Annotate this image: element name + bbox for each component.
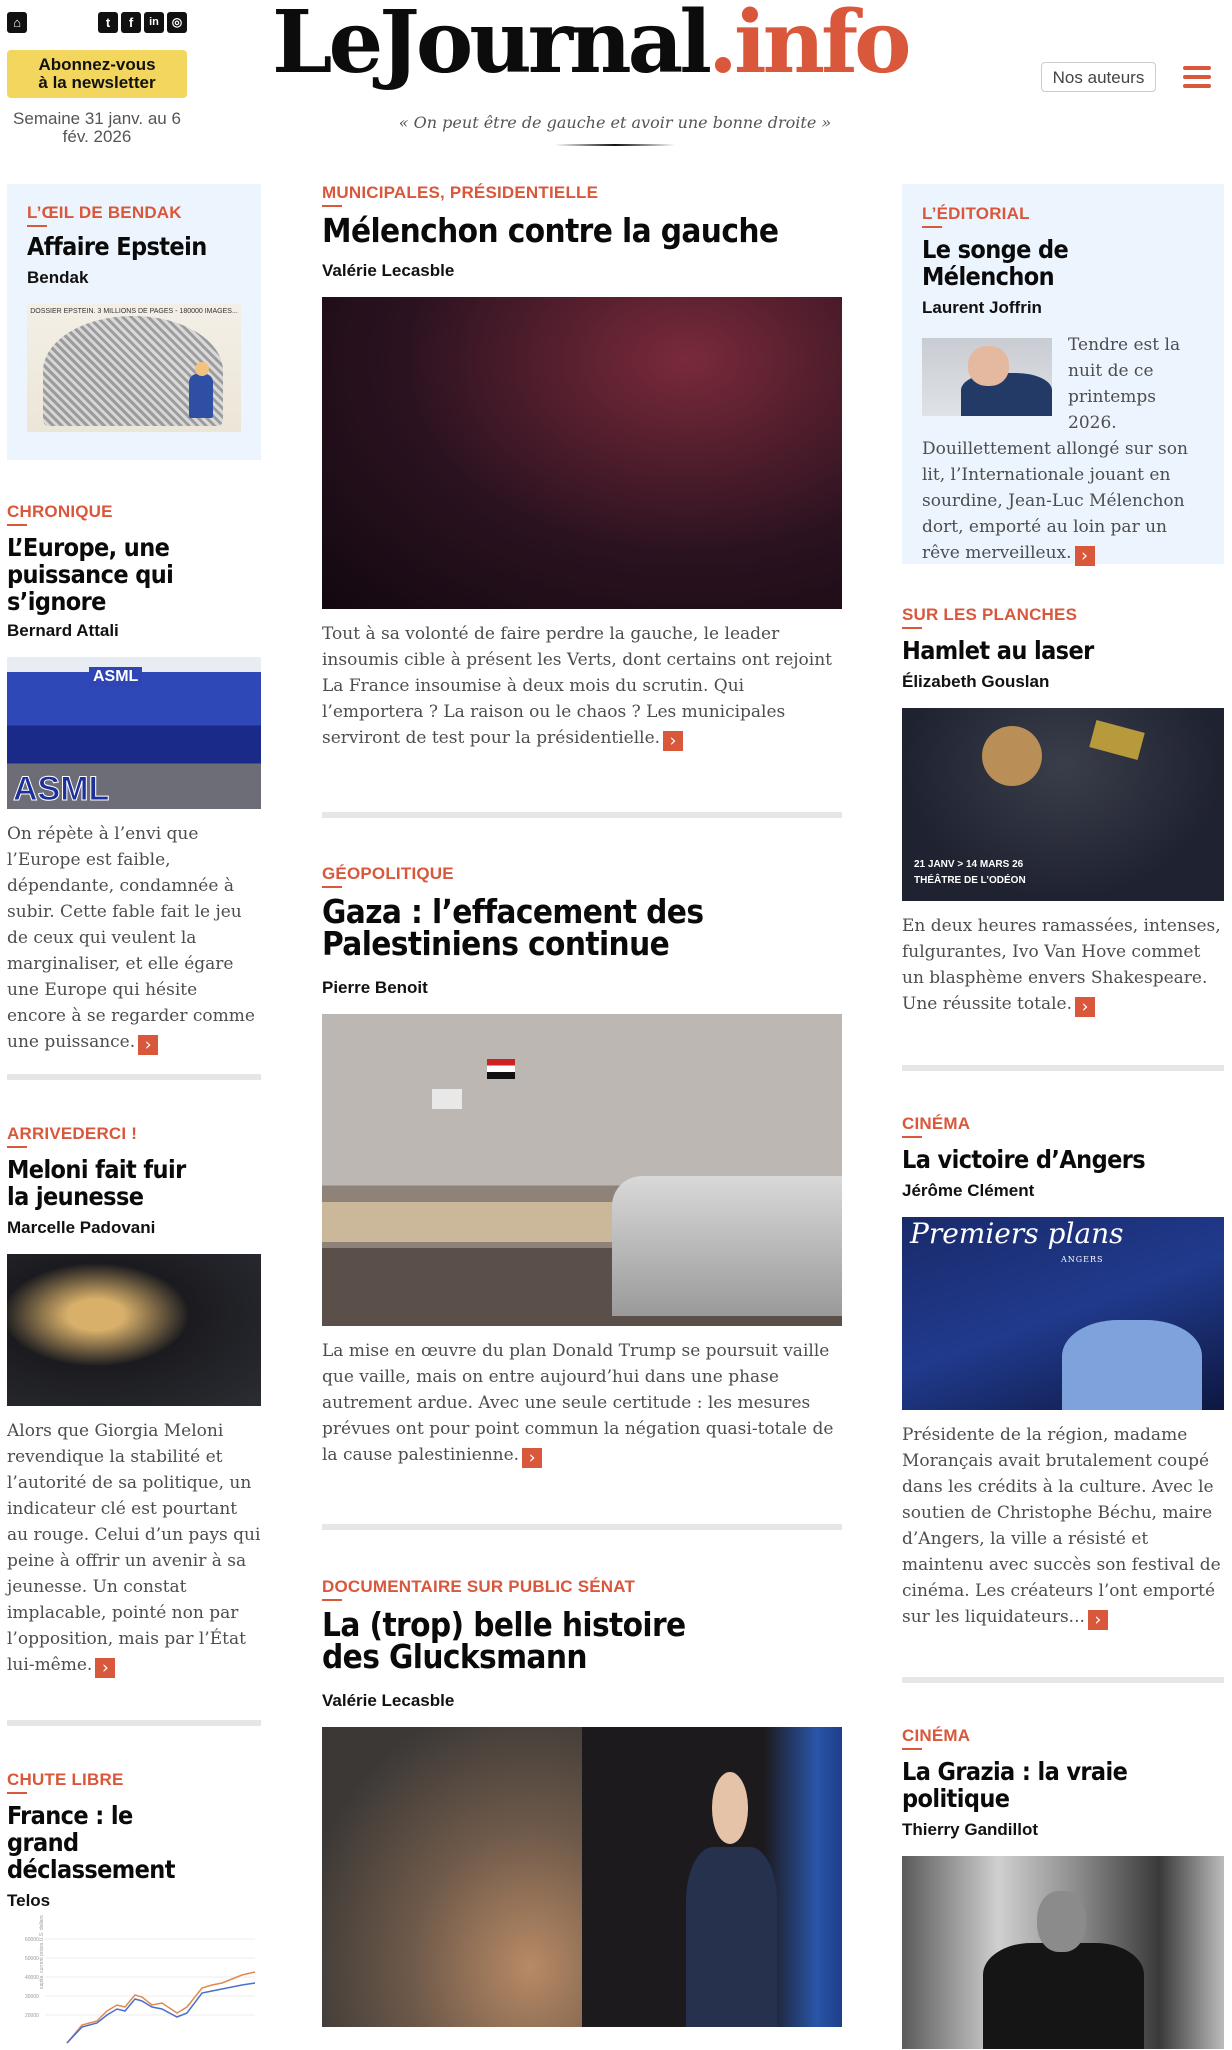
image-coat — [983, 1943, 1144, 2049]
read-more-icon[interactable]: › — [663, 731, 683, 751]
section-divider — [322, 1524, 842, 1530]
tagline: « On peut être de gauche et avoir une bonne droite » — [398, 113, 832, 132]
social-links — [98, 12, 187, 33]
summary-text: En deux heures ramassées, intenses, fulgurantes, Ivo Van Hove commet un blasphème envers Shakespeare. Une réussite totale. — [902, 916, 1221, 1014]
article-author[interactable]: Élizabeth Gouslan — [902, 672, 1050, 691]
article-rubric[interactable]: CINÉMA — [902, 1114, 970, 1138]
section-divider — [322, 812, 842, 818]
article-card-europe — [7, 502, 261, 1055]
article-title[interactable]: Gaza : l’effacement des Palestiniens continue — [322, 892, 704, 963]
image-hair — [982, 726, 1042, 786]
article-image[interactable] — [7, 657, 261, 809]
article-summary — [7, 821, 261, 1055]
read-more-icon[interactable]: › — [1075, 997, 1095, 1017]
instagram-icon[interactable]: ◎ — [167, 12, 187, 33]
section-divider — [902, 1677, 1224, 1683]
header-left — [7, 10, 187, 146]
article-image[interactable] — [322, 1014, 842, 1326]
article-rubric[interactable]: DOCUMENTAIRE SUR PUBLIC SÉNAT — [322, 1577, 635, 1601]
hamburger-icon[interactable] — [1183, 66, 1211, 88]
article-rubric[interactable]: SUR LES PLANCHES — [902, 605, 1077, 629]
read-more-icon[interactable]: › — [522, 1448, 542, 1468]
cartoon-image[interactable] — [27, 304, 241, 432]
twitter-icon[interactable]: t — [98, 12, 118, 33]
chart-tick: 60000 — [25, 1937, 39, 1943]
tagline-divider — [555, 144, 675, 146]
image-face — [712, 1772, 748, 1844]
chart-ylabel: capita, current prices U.S. dollars — [39, 1915, 45, 1989]
article-card-gaza — [322, 864, 842, 1468]
article-card-bendak — [7, 184, 261, 460]
site-logo[interactable] — [272, 0, 908, 93]
chart-tick: 30000 — [25, 1994, 39, 2000]
article-title[interactable]: France : le grand déclassement — [7, 1801, 175, 1884]
article-card-france — [7, 1770, 261, 2045]
newsletter-line-2: à la newsletter — [38, 73, 156, 92]
article-rubric[interactable]: ARRIVEDERCI ! — [7, 1124, 137, 1148]
read-more-icon[interactable]: › — [1088, 1610, 1108, 1630]
read-more-icon[interactable]: › — [1075, 546, 1095, 566]
article-author[interactable]: Bendak — [27, 268, 89, 287]
newsletter-button[interactable] — [7, 50, 187, 98]
week-label: Semaine 31 janv. au 6 fév. 2026 — [13, 109, 181, 146]
article-author[interactable]: Telos — [7, 1891, 51, 1910]
image-face — [1037, 1891, 1085, 1953]
facebook-icon[interactable]: f — [121, 12, 141, 33]
article-author[interactable]: Marcelle Padovani — [7, 1218, 156, 1237]
article-author[interactable]: Valérie Lecasble — [322, 1691, 455, 1710]
festival-logo — [910, 1217, 1124, 1273]
article-author[interactable]: Thierry Gandillot — [902, 1820, 1039, 1839]
article-image[interactable] — [902, 1217, 1224, 1410]
article-rubric[interactable]: L’ŒIL DE BENDAK — [27, 203, 182, 227]
article-image[interactable] — [902, 708, 1224, 901]
article-title[interactable]: La Grazia : la vraie politique — [902, 1757, 1128, 1813]
article-image[interactable] — [902, 1856, 1224, 2049]
article-title[interactable]: Meloni fait fuir la jeunesse — [7, 1155, 186, 1211]
image-caption — [914, 857, 1026, 889]
article-card-angers — [902, 1114, 1224, 1630]
summary-text: La mise en œuvre du plan Donald Trump se poursuit vaille que vaille, mais on entre aujourd’hui dans une phase autrement ardue. Avec une seule certitude : les mesures prévues ont pour point commun la négation quasi-totale de la cause palestinienne. — [322, 1341, 834, 1465]
chart-series-blue — [67, 1983, 255, 2043]
article-card-melenchon — [322, 183, 842, 751]
article-rubric[interactable]: CHRONIQUE — [7, 502, 113, 526]
article-card-glucksmann — [322, 1577, 842, 2027]
article-rubric[interactable]: L’ÉDITORIAL — [922, 204, 1030, 228]
image-venue: THÉÂTRE DE L’ODÉON — [914, 875, 1026, 886]
summary-text: On répète à l’envi que l’Europe est faible, dépendante, condamnée à subir. Cette fable fait le jeu de ceux qui veulent la marginaliser, et elle égare une Europe qui hésite encore à se regarder comme une puissance. — [7, 824, 255, 1052]
article-rubric[interactable]: CINÉMA — [902, 1726, 970, 1750]
image-face — [968, 346, 1010, 387]
newsletter-line-1: Abonnez-vous — [38, 55, 156, 74]
article-author[interactable]: Bernard Attali — [7, 621, 119, 640]
article-rubric[interactable]: CHUTE LIBRE — [7, 1770, 123, 1794]
image-text: ASML — [89, 667, 142, 687]
image-left-portrait — [322, 1727, 582, 2027]
image-flag — [432, 1089, 462, 1109]
article-summary — [322, 1338, 842, 1468]
article-image[interactable] — [322, 1727, 842, 2027]
author-photo[interactable] — [922, 338, 1052, 416]
article-card-editorial — [902, 184, 1224, 564]
read-more-icon[interactable]: › — [95, 1658, 115, 1678]
article-summary — [902, 913, 1224, 1017]
linkedin-icon[interactable]: in — [144, 12, 164, 33]
article-author[interactable]: Valérie Lecasble — [322, 261, 455, 280]
article-title[interactable]: La victoire d’Angers — [902, 1145, 1146, 1174]
image-flag — [487, 1059, 515, 1079]
icon-row — [7, 10, 187, 34]
image-bus — [612, 1176, 842, 1316]
article-title[interactable]: Hamlet au laser — [902, 636, 1094, 665]
chart-image[interactable] — [7, 1915, 261, 2045]
summary-text: Présidente de la région, madame Morançais avait brutalement coupé dans les crédits à la culture. Avec le soutien de Christophe Béchu, maire d’Angers, la ville a résisté et maintenu avec succès son festival de cinéma. Les créateurs l’ont emporté sur les liquidateurs... — [902, 1425, 1221, 1627]
logo-main: LeJournal — [272, 0, 708, 93]
festival-logo-text: Premiers plans — [910, 1217, 1124, 1250]
article-rubric[interactable]: MUNICIPALES, PRÉSIDENTIELLE — [322, 183, 598, 207]
chart-tick: 50000 — [25, 1956, 39, 1962]
logo-suffix: .info — [708, 0, 908, 93]
article-title[interactable]: La (trop) belle histoire des Glucksmann — [322, 1605, 686, 1676]
article-author[interactable]: Pierre Benoit — [322, 978, 428, 997]
article-summary — [322, 621, 842, 751]
image-dates: 21 JANV > 14 MARS 26 — [914, 859, 1024, 870]
chart-tick: 40000 — [25, 1975, 39, 1981]
article-summary — [902, 1422, 1224, 1630]
article-image[interactable] — [322, 297, 842, 609]
article-title[interactable]: L’Europe, une puissance qui s’ignore — [7, 533, 174, 616]
chart-series-orange — [67, 1972, 255, 2043]
article-summary — [7, 1418, 261, 1678]
image-shirt — [1062, 1320, 1202, 1410]
image-right-portrait — [582, 1727, 842, 2027]
article-title[interactable]: Mélenchon contre la gauche — [322, 211, 779, 250]
article-author[interactable]: Jérôme Clément — [902, 1181, 1035, 1200]
article-rubric[interactable]: GÉOPOLITIQUE — [322, 864, 454, 888]
section-divider — [902, 1065, 1224, 1071]
cartoon-head — [195, 362, 209, 376]
article-image[interactable] — [7, 1254, 261, 1406]
chart-tick: 20000 — [25, 2013, 39, 2019]
image-suit — [686, 1847, 777, 2027]
image-text: ASML — [13, 770, 110, 808]
article-card-hamlet — [902, 605, 1224, 1017]
article-author[interactable]: Laurent Joffrin — [922, 298, 1042, 317]
read-more-icon[interactable]: › — [138, 1035, 158, 1055]
article-title[interactable]: Affaire Epstein — [27, 232, 207, 261]
festival-logo-sub: ANGERS — [1060, 1255, 1104, 1264]
section-divider — [7, 1720, 261, 1726]
image-gate — [322, 1202, 622, 1242]
gdp-chart-thumbnail — [7, 1915, 261, 2045]
cartoon-figure — [189, 374, 213, 418]
authors-button[interactable]: Nos auteurs — [1041, 62, 1156, 92]
summary-text: Tendre est la nuit de ce printemps 2026. Douillettement allongé sur son lit, l’Internationale jouant en sourdine, Jean-Luc Mélenchon dort, emporté au loin par un rêve merveilleux. — [922, 335, 1188, 563]
cartoon-caption: DOSSIER EPSTEIN. 3 MILLIONS DE PAGES - 180000 IMAGES... — [30, 308, 238, 315]
summary-text: Alors que Giorgia Meloni revendique la stabilité et l’autorité de sa politique, un indicateur clé est pourtant au rouge. Celui d’un pays qui peine à offrir un avenir à sa jeunesse. Un constat implacable, pointé non par l’opposition, mais par l’État lui-même. — [7, 1421, 261, 1675]
home-icon[interactable]: ⌂ — [7, 12, 27, 33]
article-card-meloni — [7, 1124, 261, 1678]
article-card-grazia — [902, 1726, 1224, 2049]
section-divider — [7, 1074, 261, 1080]
article-summary — [922, 332, 1204, 566]
article-title[interactable]: Le songe de Mélenchon — [922, 235, 1069, 291]
summary-text: Tout à sa volonté de faire perdre la gauche, le leader insoumis cible à présent les Verts, dont certains ont rejoint La France insoumise à deux mois du scrutin. Qui l’emportera ? La raison ou le chaos ? Les municipales serviront de test pour la présidentielle. — [322, 624, 833, 748]
image-crown — [1089, 720, 1145, 760]
